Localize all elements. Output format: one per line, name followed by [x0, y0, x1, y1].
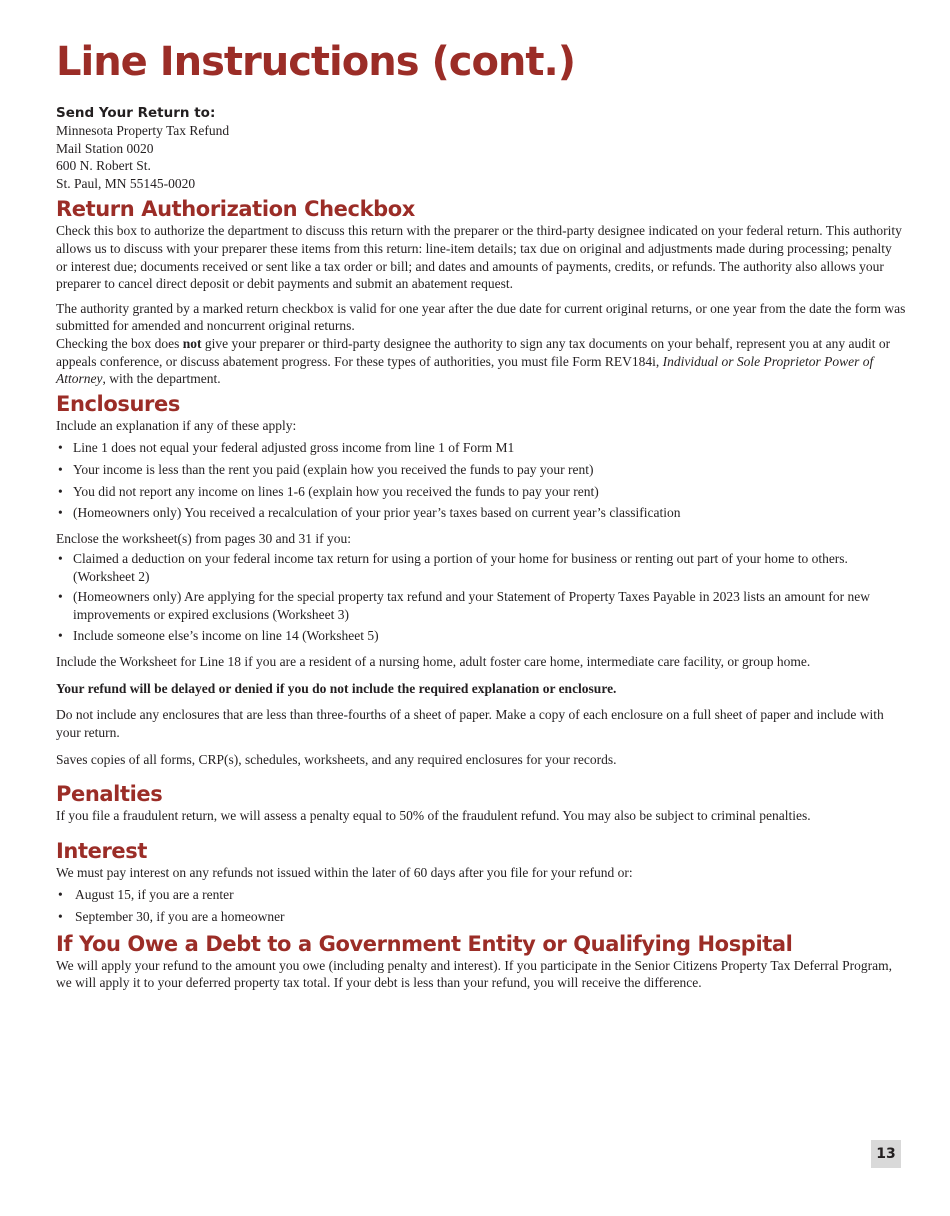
page-number: 13 [871, 1140, 901, 1168]
list-item: • Include someone else’s income on line 14 (Worksheet 5) [56, 627, 906, 645]
interest-section [56, 839, 906, 926]
return-authorization-heading: Return Authorization Checkbox [56, 197, 415, 222]
debt-section [56, 932, 906, 992]
return-authorization-section [56, 197, 906, 387]
explanation-list [56, 439, 906, 521]
enclosures-section [56, 392, 906, 769]
interest-list [56, 886, 906, 925]
refund-delay-warning: Your refund will be delayed or denied if you do not include the required explanation or enclosure. [56, 680, 617, 696]
list-item: • You did not report any income on lines 1-6 (explain how you received the funds to pay your rent) [56, 483, 906, 501]
page-title: Line Instructions (cont.) [56, 39, 576, 85]
list-item: • Line 1 does not equal your federal adjusted gross income from line 1 of Form M1 [56, 439, 906, 457]
penalties-heading: Penalties [56, 782, 163, 807]
return-authorization-limits: Checking the box does not give your preparer or third-party designee the authority to sign any tax documents on your behalf, represent you at any audit or appeals conference, or discuss abatement progress. For these types of authorities, you must file Form REV184i, Individual or Sole Proprietor Power of Attorney, with the department. [56, 335, 891, 387]
address-line: 600 N. Robert St. [56, 158, 151, 174]
list-item: • September 30, if you are a homeowner [56, 908, 906, 926]
address-line: Mail Station 0020 [56, 140, 154, 156]
return-authorization-paragraph: Check this box to authorize the department to discuss this return with the preparer or the third-party designee indicated on your federal return. This authority allows us to discuss with your preparer these items from this return: line-item details; tax due on original and adjustments made during processing; penalty or interest due; documents received or sent like a tax order or bill; and dates and amounts of payments, credits, or refunds. The authority also allows your preparer to cancel direct deposit or debit payments and submit an abatement request. [56, 223, 902, 292]
debt-text: We will apply your refund to the amount you owe (including penalty and interest). If you participate in the Senior Citizens Property Tax Deferral Program, we will apply it to your deferred property tax total. If your debt is less than your refund, you will receive the difference. [56, 957, 892, 991]
mailing-address [56, 122, 906, 192]
list-item: • Claimed a deduction on your federal income tax return for using a portion of your home for business or renting out part of your home to others. (Worksheet 2) [56, 550, 906, 585]
penalties-section [56, 782, 906, 825]
interest-heading: Interest [56, 838, 147, 863]
list-item: • Your income is less than the rent you paid (explain how you received the funds to pay your rent) [56, 461, 906, 479]
address-line: St. Paul, MN 55145-0020 [56, 175, 196, 191]
send-return-section [56, 104, 906, 192]
worksheets-intro: Enclose the worksheet(s) from pages 30 and 31 if you: [56, 530, 352, 546]
line18-worksheet-note: Include the Worksheet for Line 18 if you are a resident of a nursing home, adult foster care home, intermediate care facility, or group home. [56, 654, 811, 670]
return-authorization-validity: The authority granted by a marked return checkbox is valid for one year after the due date for current original returns, or one year from the date the form was submitted for amended and noncurrent original returns. [56, 300, 906, 334]
enclosures-intro: Include an explanation if any of these apply: [56, 417, 297, 433]
list-item: • August 15, if you are a renter [56, 886, 906, 904]
enclosures-heading: Enclosures [56, 391, 180, 416]
penalties-text: If you file a fraudulent return, we will assess a penalty equal to 50% of the fraudulent refund. You may also be subject to criminal penalties. [56, 808, 811, 824]
save-copies-note: Saves copies of all forms, CRP(s), schedules, worksheets, and any required enclosures for your records. [56, 751, 617, 767]
list-item: • (Homeowners only) Are applying for the special property tax refund and your Statement of Property Taxes Payable in 2023 lists an amount for new improvements or expired exclusions (Worksheet 3) [56, 588, 906, 623]
page-content [56, 38, 906, 992]
interest-intro: We must pay interest on any refunds not issued within the later of 60 days after you file for your refund or: [56, 864, 633, 880]
debt-heading: If You Owe a Debt to a Government Entity or Qualifying Hospital [56, 931, 793, 956]
list-item: • (Homeowners only) You received a recalculation of your prior year’s taxes based on current year’s classification [56, 504, 906, 522]
enclosure-size-note: Do not include any enclosures that are less than three-fourths of a sheet of paper. Make a copy of each enclosure on a full sheet of paper and include with your return. [56, 707, 884, 741]
send-return-heading: Send Your Return to: [56, 105, 216, 121]
address-line: Minnesota Property Tax Refund [56, 123, 230, 138]
worksheets-list [56, 550, 906, 644]
